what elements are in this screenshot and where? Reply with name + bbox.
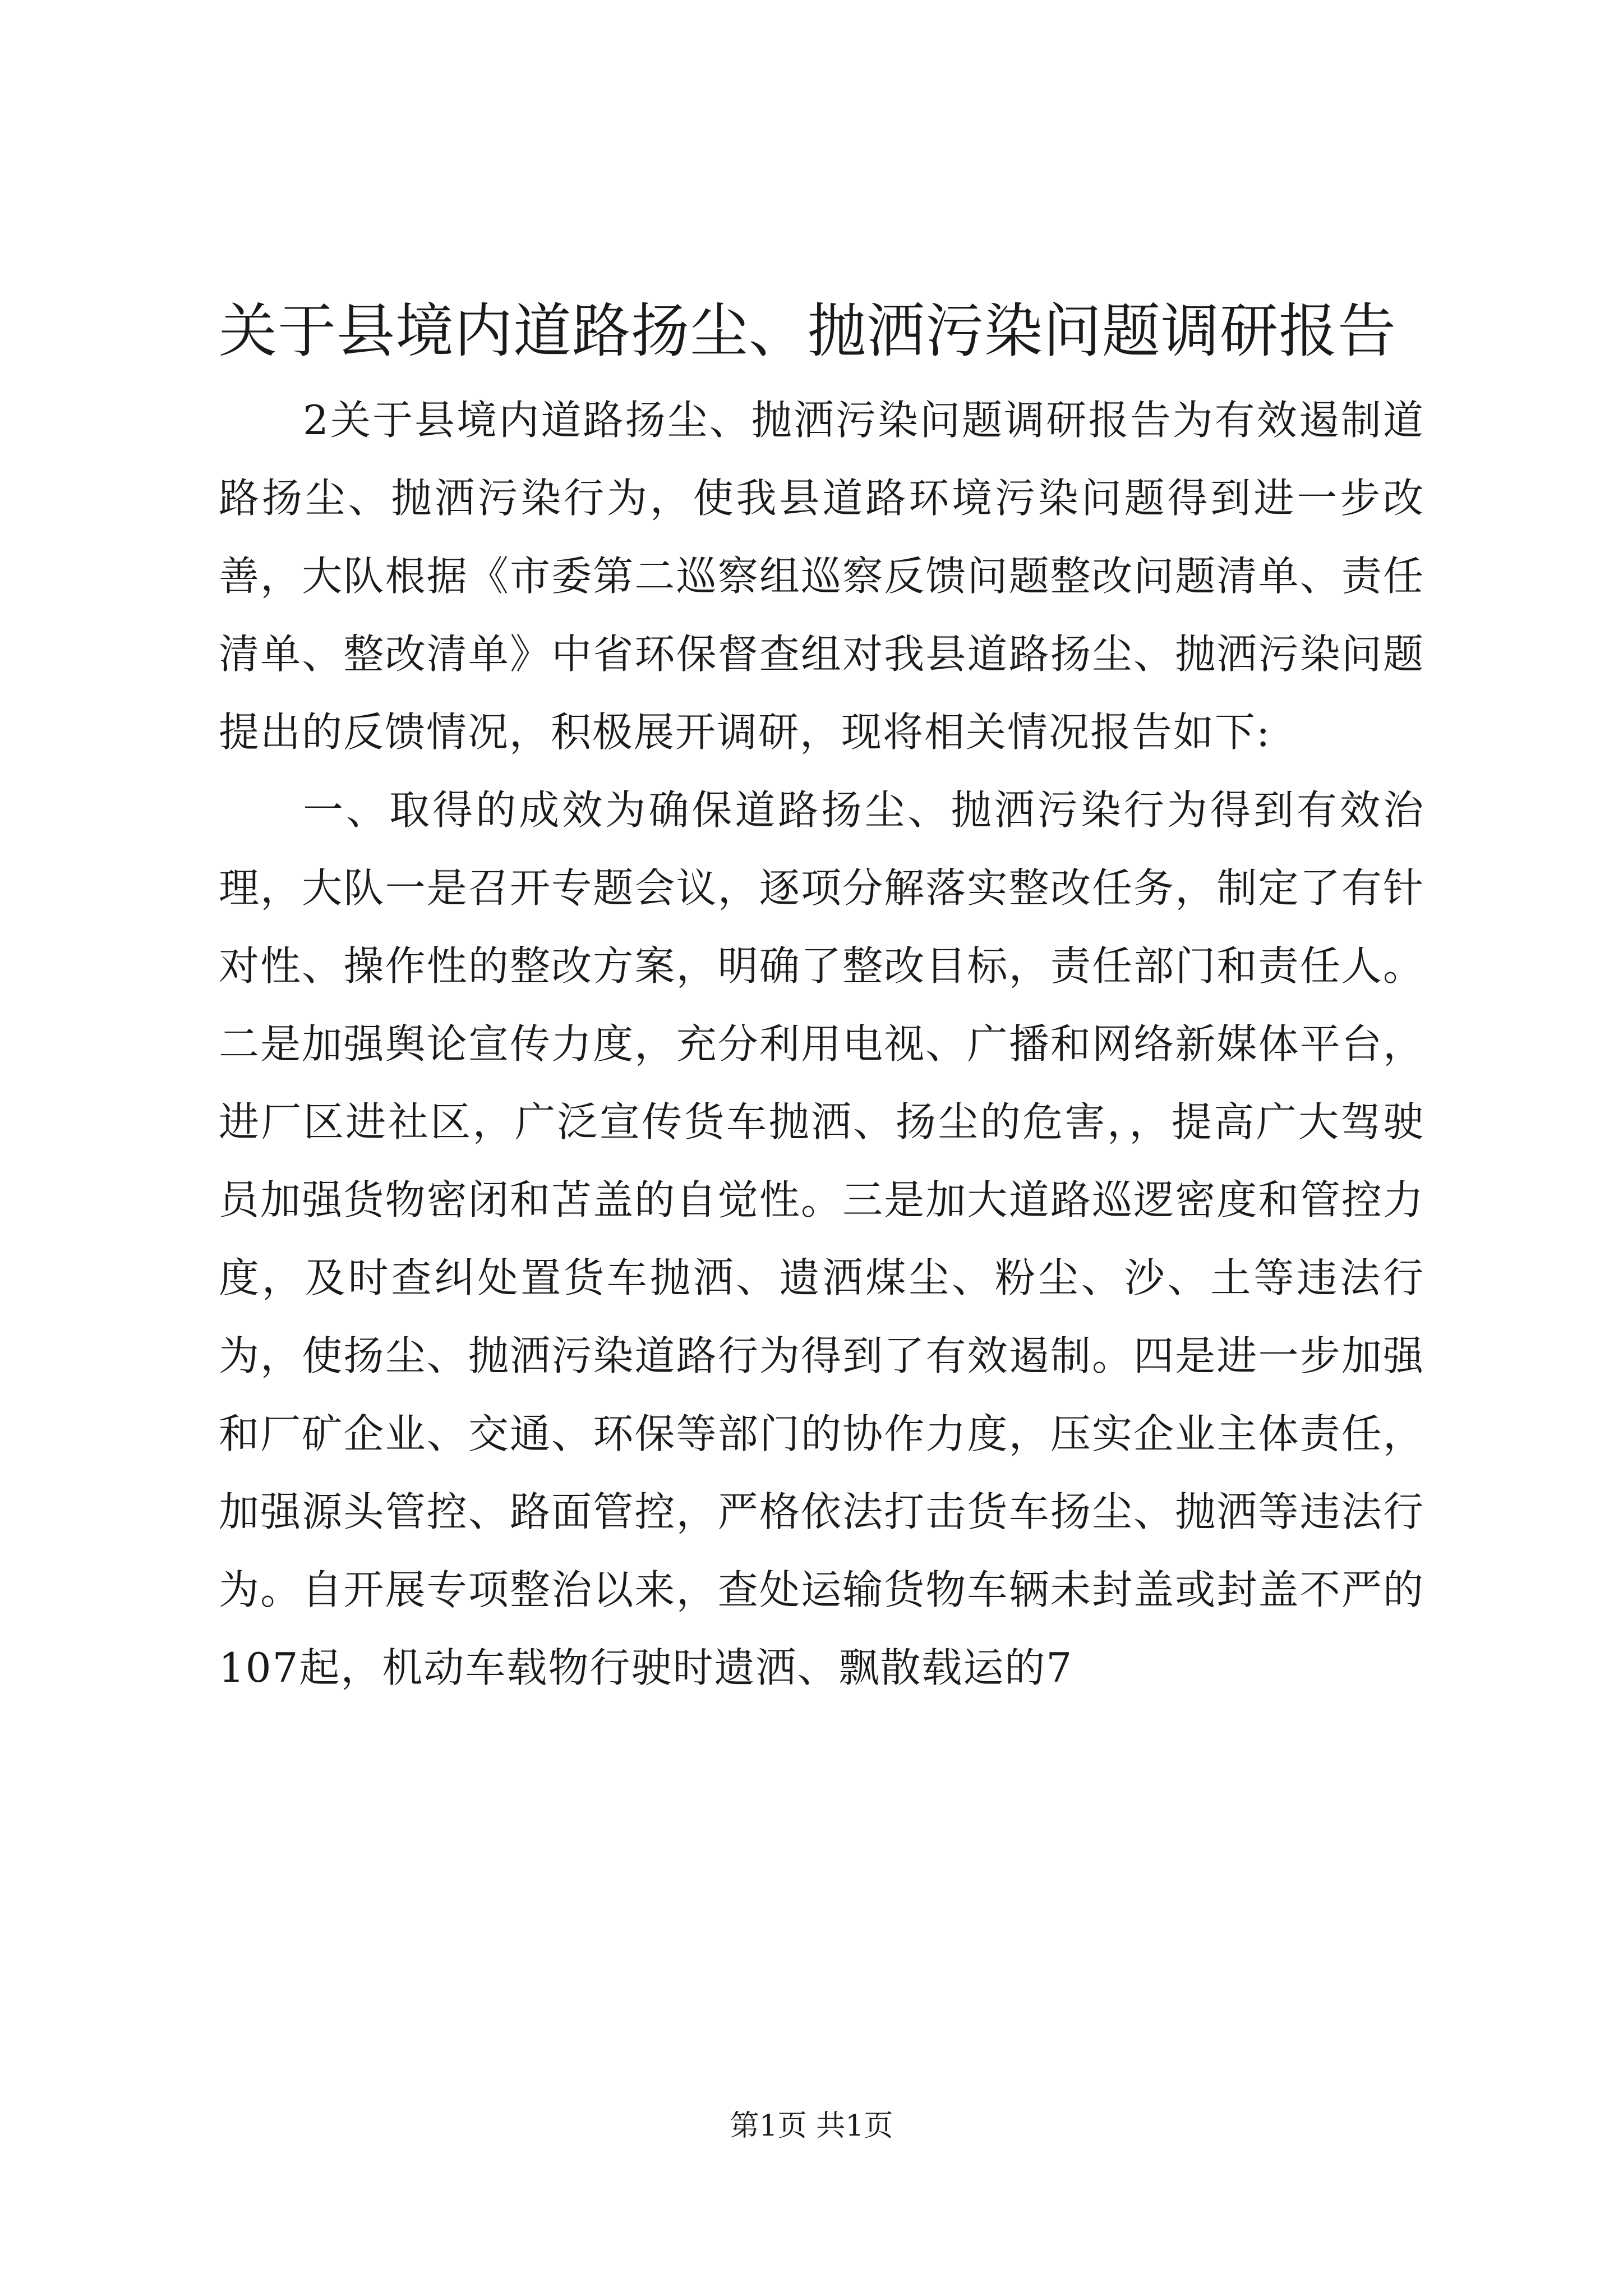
body-paragraph-achievements: 一、取得的成效为确保道路扬尘、抛洒污染行为得到有效治理，大队一是召开专题会议，逐项分解落实整改任务，制定了有针对性、操作性的整改方案，明确了整改目标，责任部门和责任人。二是加强舆论宣传力度，充分利用电视、广播和网络新媒体平台，进厂区进社区，广泛宣传货车抛洒、扬尘的危害，，提高广大驾驶员加强货物密闭和苫盖的自觉性。三是加大道路巡逻密度和管控力度，及时查纠处置货车抛洒、遗洒煤尘、粉尘、沙、土等违法行为，使扬尘、抛洒污染道路行为得到了有效遏制。四是进一步加强和厂矿企业、交通、环保等部门的协作力度，压实企业主体责任，加强源头管控、路面管控，严格依法打击货车扬尘、抛洒等违法行为。自开展专项整治以来，查处运输货物车辆未封盖或封盖不严的107起，机动车载物行驶时遗洒、飘散载运的7	[219, 786, 1424, 1691]
document-title: 关于县境内道路扬尘、抛洒污染问题调研报告	[219, 297, 1397, 365]
body-paragraph-intro: 2关于县境内道路扬尘、抛洒污染问题调研报告为有效遏制道路扬尘、抛洒污染行为，使我县道路环境污染问题得到进一步改善，大队根据《市委第二巡察组巡察反馈问题整改问题清单、责任清单、整改清单》中省环保督查组对我县道路扬尘、抛洒污染问题提出的反馈情况，积极展开调研，现将相关情况报告如下:	[219, 397, 1424, 756]
document-body	[219, 381, 1424, 1707]
page-footer: 第1页 共1页	[730, 2109, 893, 2143]
